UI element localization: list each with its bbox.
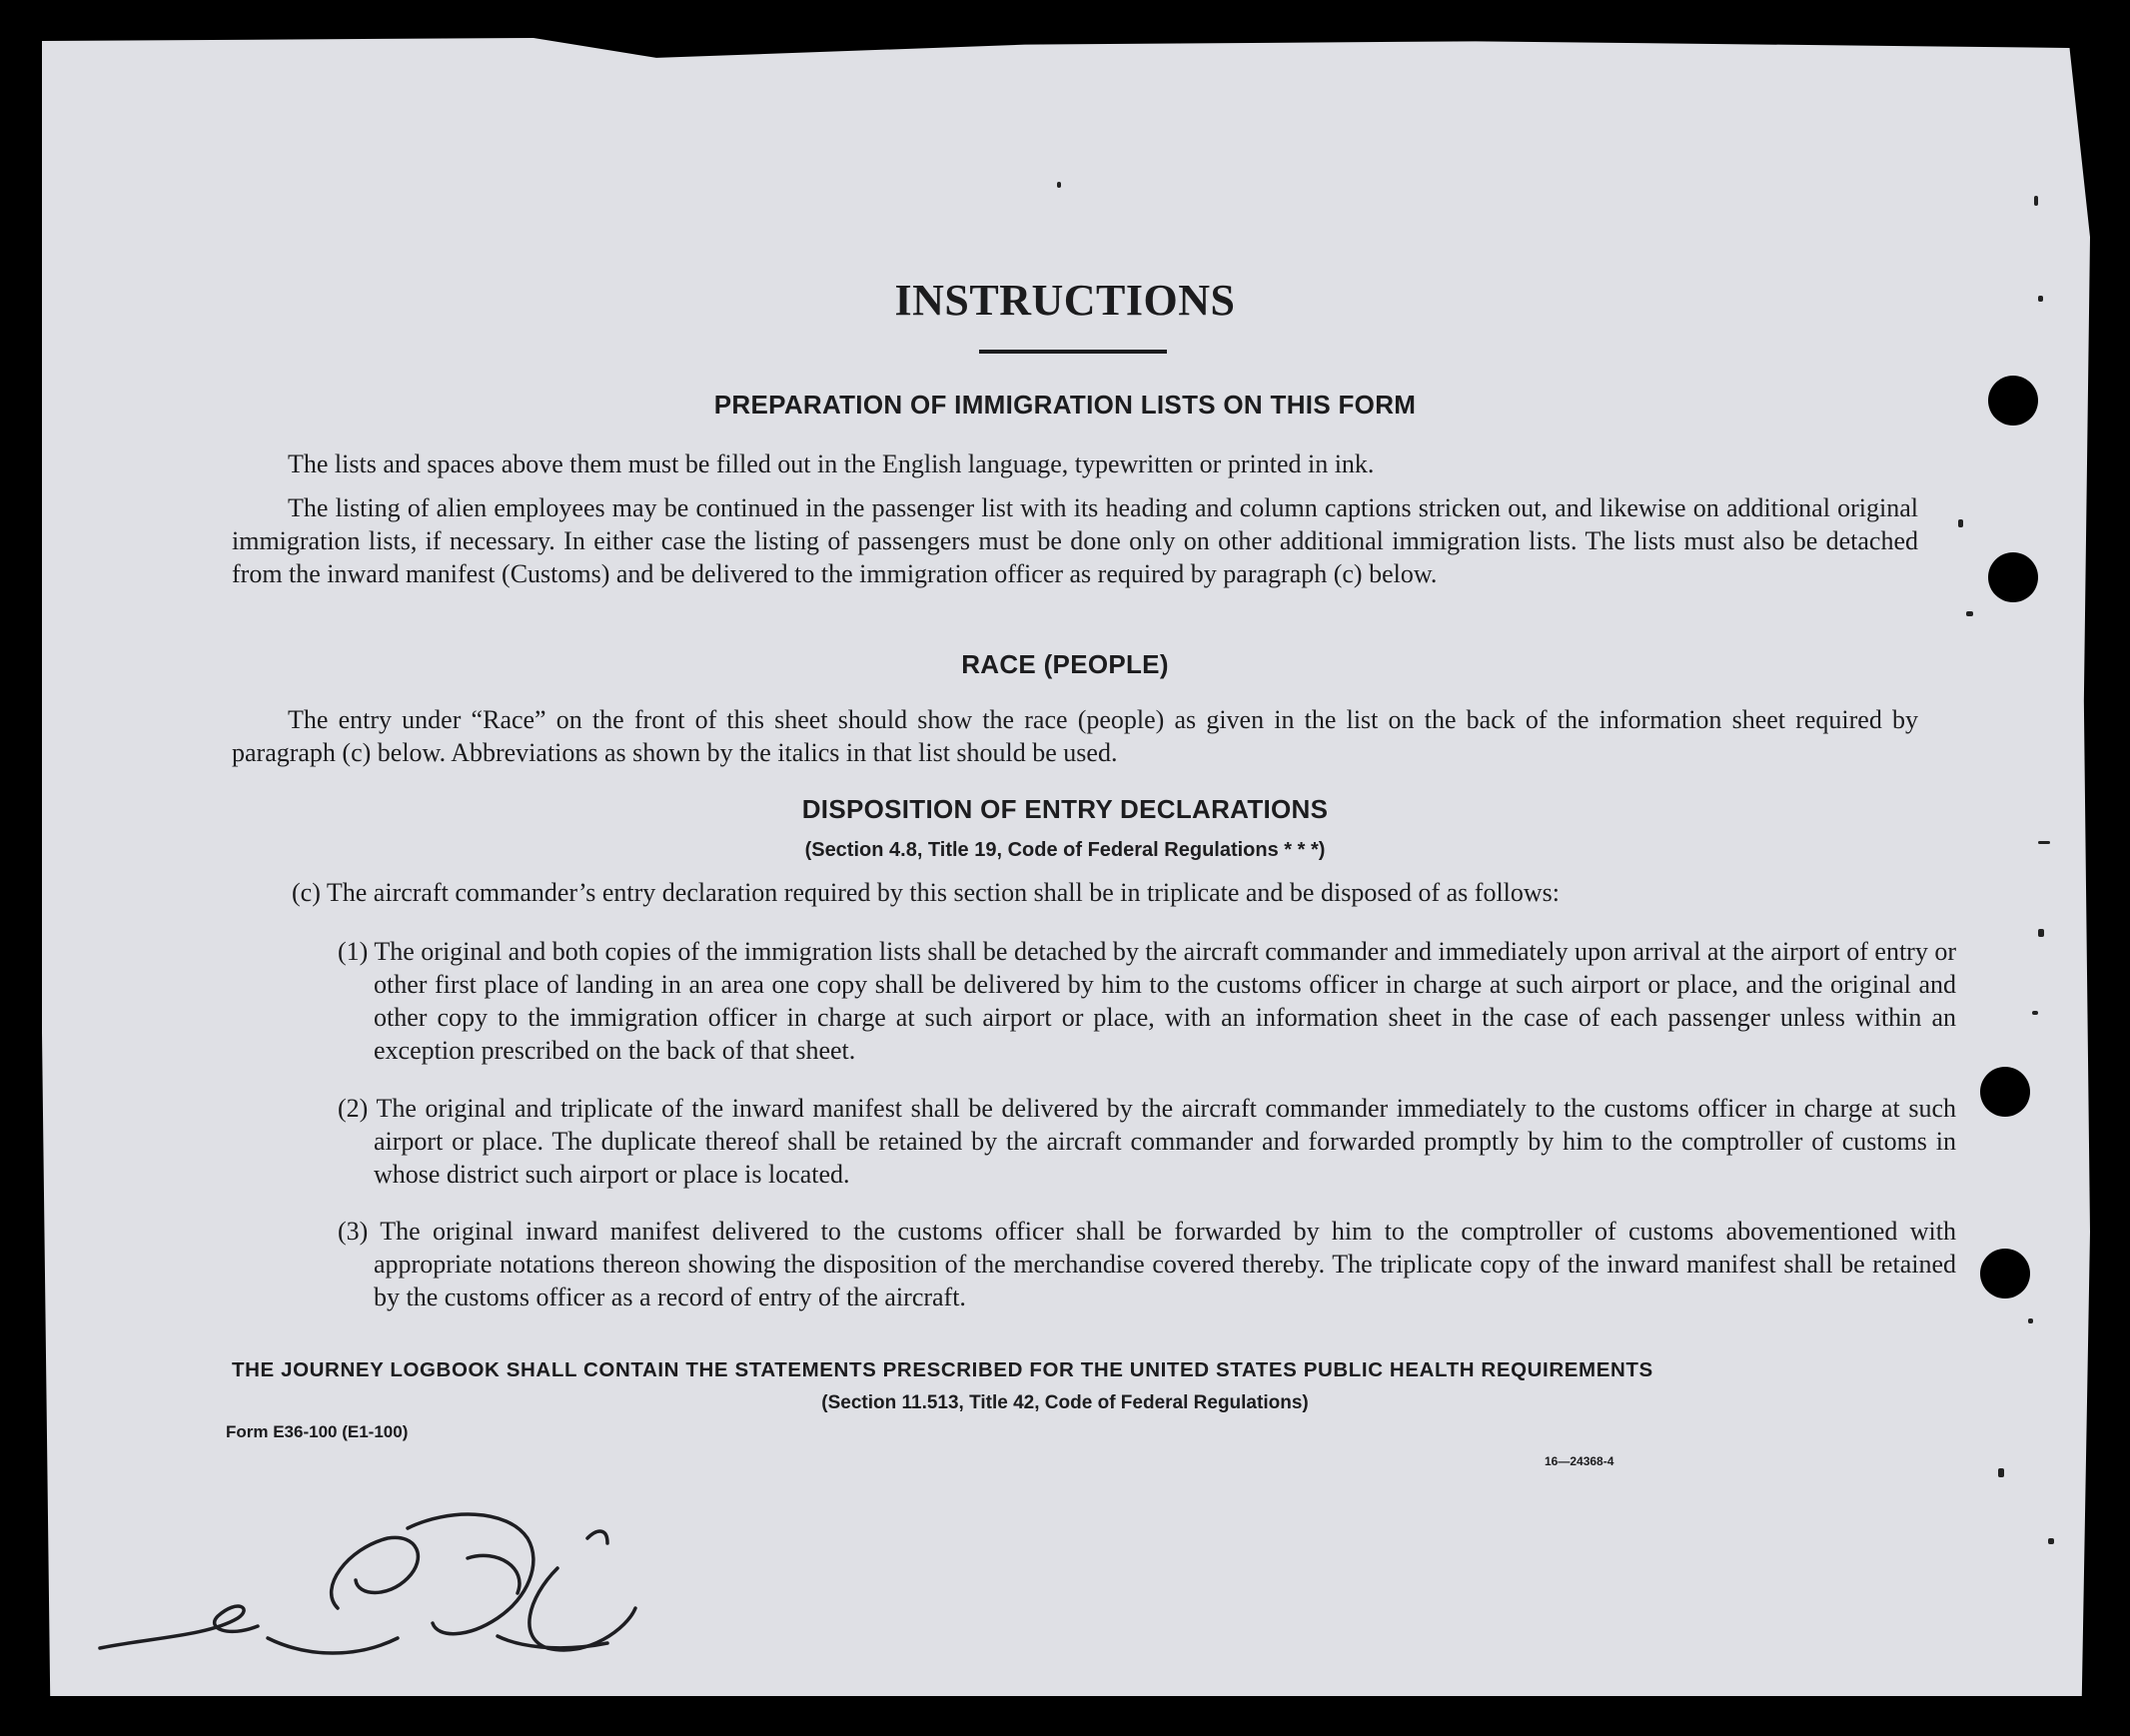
section-heading-preparation: PREPARATION OF IMMIGRATION LISTS ON THIS FORM [713,390,1417,420]
paragraph-c-intro: (c) The aircraft commander’s entry declaration required by this section shall be in triplicate and be disposed of as follows: [292,878,1561,907]
paragraph-race: The entry under “Race” on the front of this sheet should show the race (people) as given in the list on the back of the information sheet required by paragraph (c) below. Abbreviations as shown by the italics in that list should be used. [232,705,1918,767]
margin-speck [2038,296,2043,302]
punch-hole [1980,1249,2030,1299]
margin-speck [2038,929,2044,937]
list-item-1: (1) The original and both copies of the immigration lists shall be detached by the aircraft commander and immediately upon arrival at the airport of entry or other first place of landing in an area one copy shall be delivered by him to the customs officer in charge at such airport or place, and the original and other copy to the immigration officer in charge at such airport or place, with an information sheet in the case of each passenger unless within an exception prescribed on the back of that sheet. [338,937,1956,1065]
margin-speck [2028,1318,2033,1323]
form-number: Form E36-100 (E1-100) [226,1422,409,1441]
margin-speck [1998,1468,2004,1477]
health-requirements-notice: THE JOURNEY LOGBOOK SHALL CONTAIN THE STATEMENTS PRESCRIBED FOR THE UNITED STATES PUBLIC HEALTH REQUIREMENTS [232,1358,1653,1381]
disposition-citation: (Section 4.8, Title 19, Code of Federal Regulations * * *) [804,839,1326,861]
section-heading-disposition: DISPOSITION OF ENTRY DECLARATIONS [801,794,1329,824]
margin-speck [1057,182,1061,188]
margin-speck [2032,1011,2038,1015]
paragraph-alien-employees: The listing of alien employees may be continued in the passenger list with its heading and column captions stricken out, and likewise on additional original immigration lists, if necessary. In either case the listing of passengers must be done only on other additional immigration lists. The lists must also be detached from the inward manifest (Customs) and be delivered to the immigration officer as required by paragraph (c) below. [232,493,1918,588]
margin-speck [1966,611,1973,616]
punch-hole [1980,1067,2030,1117]
print-number: 16—24368-4 [1545,1454,1614,1468]
margin-speck [1958,519,1963,527]
margin-speck [2048,1538,2054,1544]
list-item-2: (2) The original and triplicate of the inward manifest shall be delivered by the aircraft commander immediately to the customs officer in charge at such airport or place. The duplicate thereof shall be retained by the aircraft commander and forwarded promptly by him to the comptroller of customs in whose district such airport or place is located. [338,1094,1956,1189]
document-title: INSTRUCTIONS [894,276,1236,325]
title-underline [979,350,1167,354]
margin-speck [2038,841,2050,844]
handwritten-signature [88,1488,647,1678]
health-citation: (Section 11.513, Title 42, Code of Federal Regulations) [821,1392,1309,1413]
paragraph-language: The lists and spaces above them must be filled out in the English language, typewritten or printed in ink. [288,449,1375,478]
margin-speck [2034,196,2038,206]
list-item-3: (3) The original inward manifest delivered to the customs officer shall be forwarded by him to the comptroller of customs abovementioned with appropriate notations thereon showing the disposition of the merchandise covered thereby. The triplicate copy of the inward manifest shall be retained by the customs officer as a record of entry of the aircraft. [338,1217,1956,1311]
punch-hole [1988,376,2038,426]
section-heading-race: RACE (PEOPLE) [961,649,1169,679]
punch-hole [1988,552,2038,602]
